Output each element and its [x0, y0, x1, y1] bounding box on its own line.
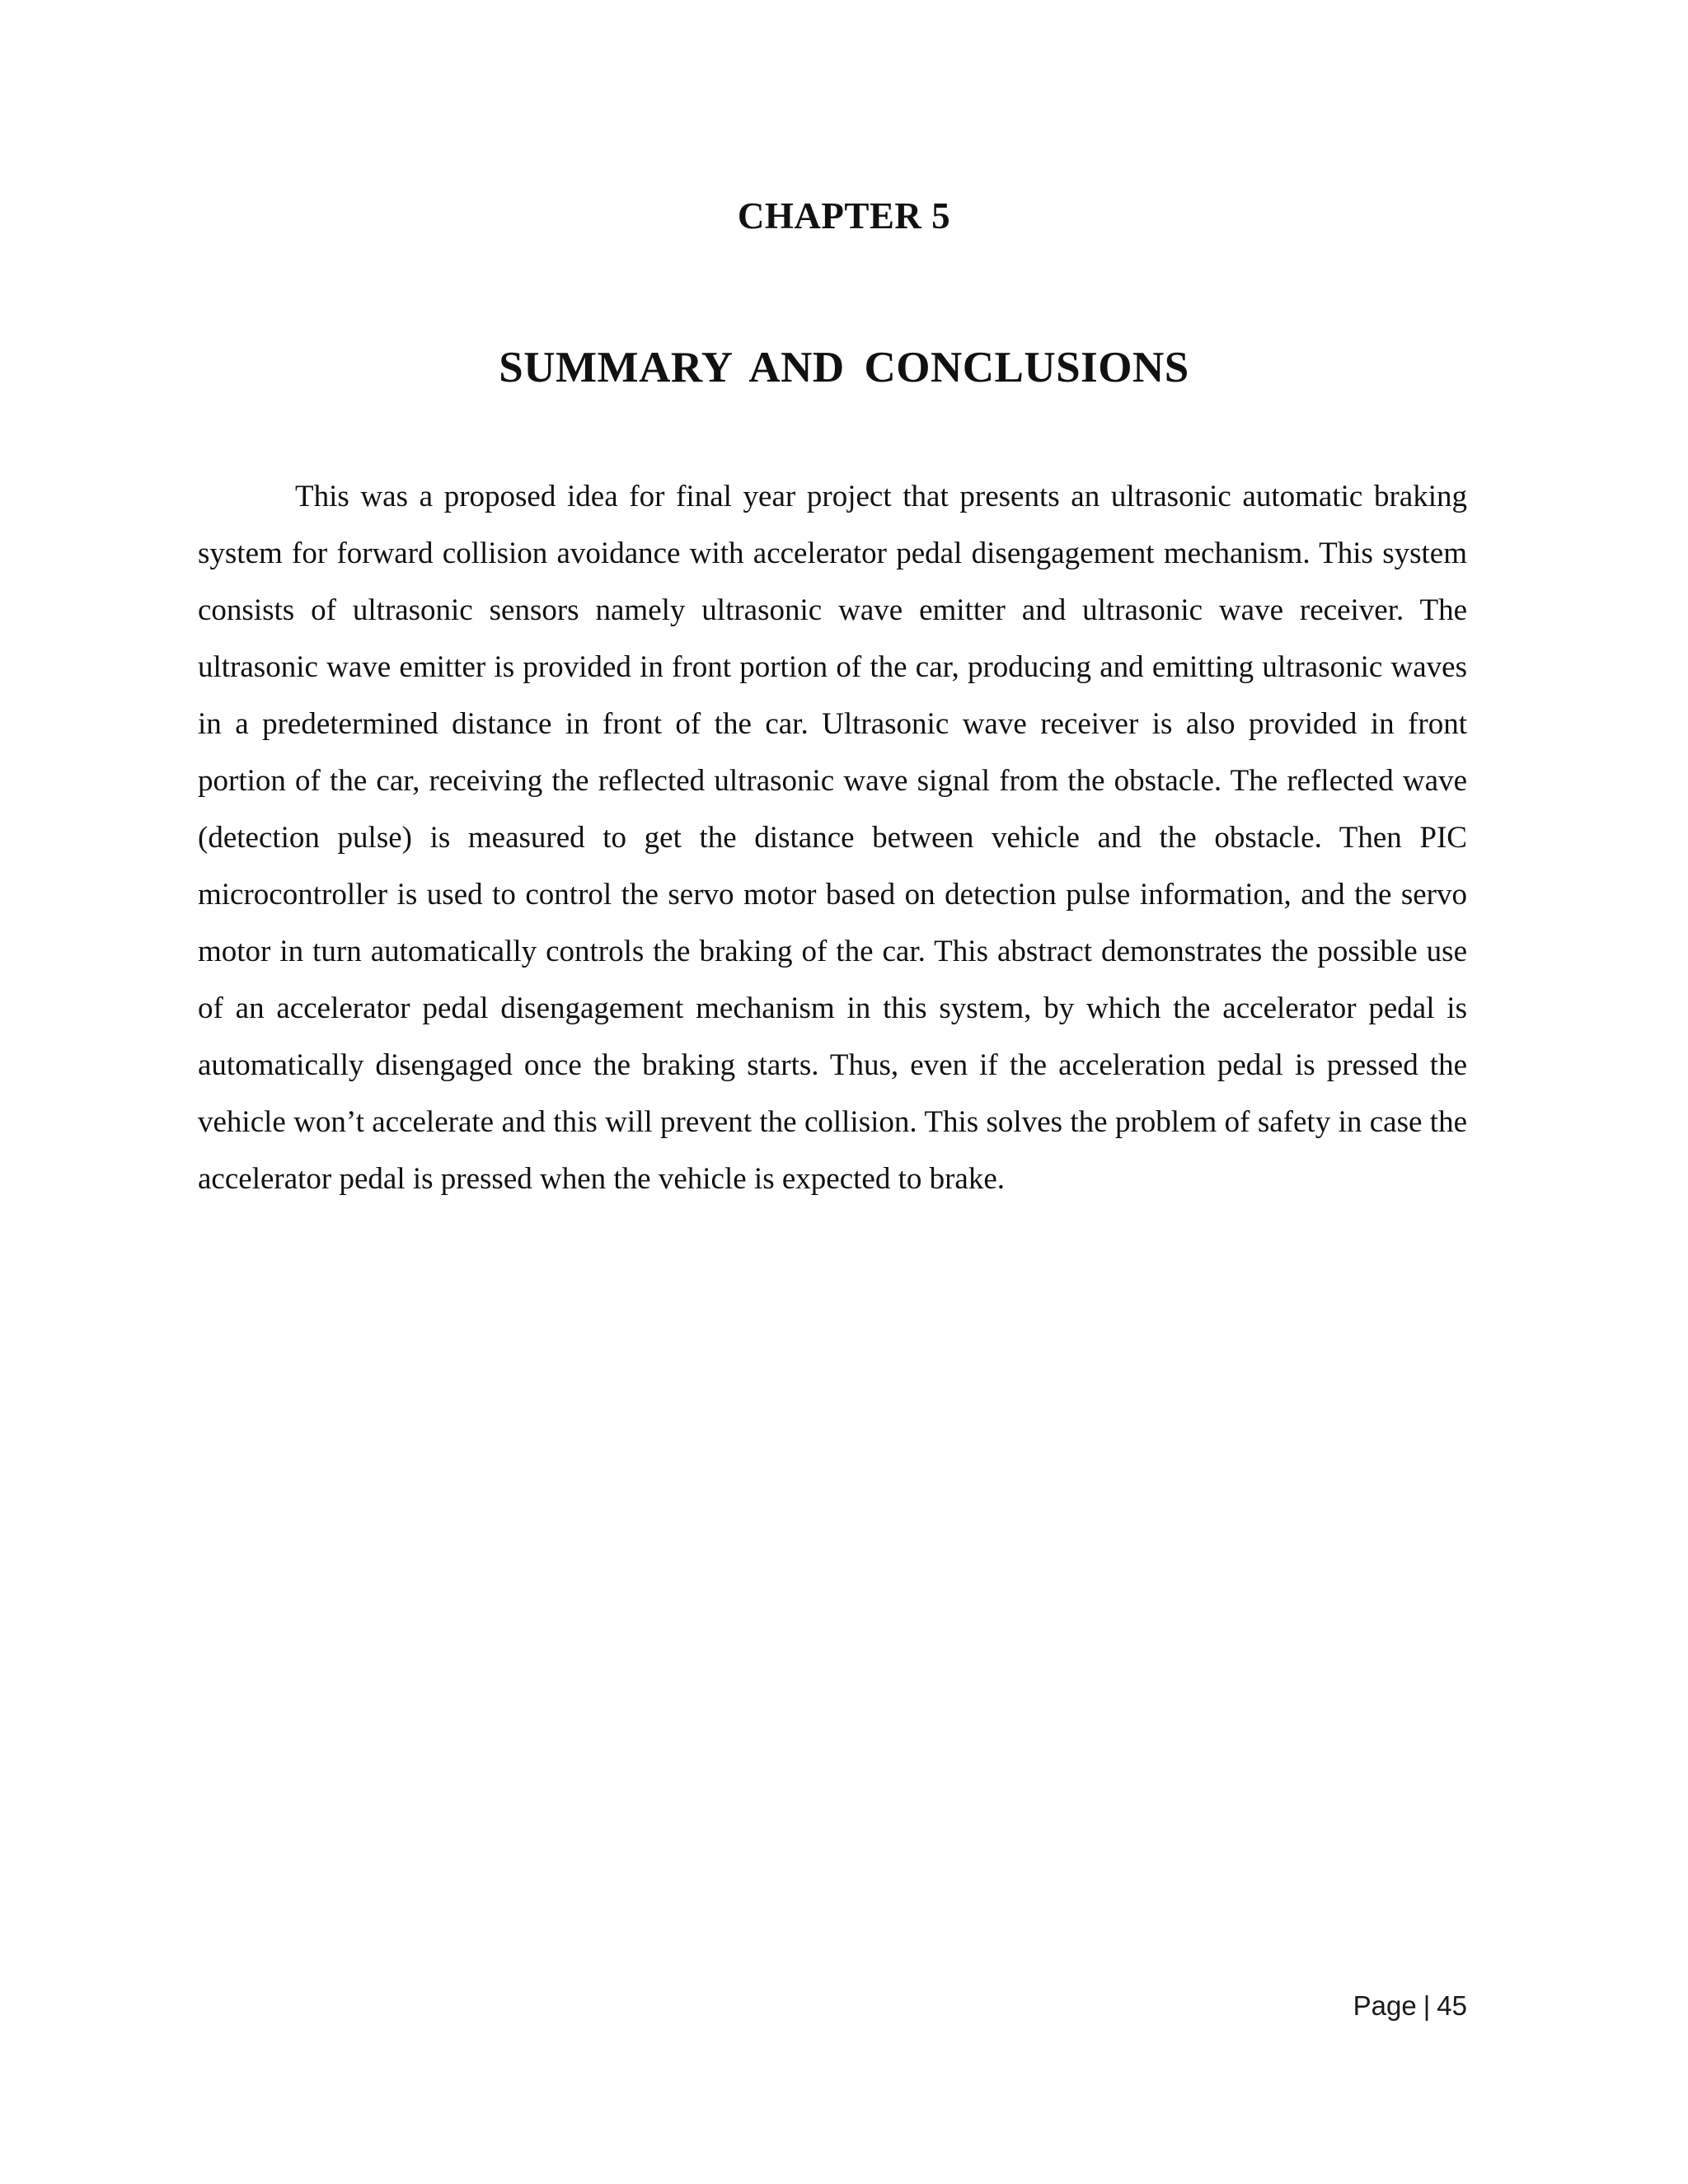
page-label: Page — [1353, 1990, 1417, 2021]
chapter-number-heading: CHAPTER 5 — [737, 195, 951, 237]
chapter-title-heading: SUMMARY AND CONCLUSIONS — [499, 344, 1189, 391]
page-separator: | — [1423, 1990, 1431, 2021]
page-number: 45 — [1437, 1990, 1467, 2021]
page-number-footer — [1236, 1988, 1467, 2024]
summary-paragraph: This was a proposed idea for final year project that presents an ultrasonic automatic braking system for forward collision avoidance with accelerator pedal disengagement mechanism. This system consists of ultrasonic sensors namely ultrasonic wave emitter and ultrasonic wave receiver. The ultrasonic wave emitter is provided in front portion of the car, producing and emitting ultrasonic waves in a predetermined distance in front of the car. Ultrasonic wave receiver is also provided in front portion of the car, receiving the reflected ultrasonic wave signal from the obstacle. The reflected wave (detection pulse) is measured to get the distance between vehicle and the obstacle. Then PIC microcontroller is used to control the servo motor based on detection pulse information, and the servo motor in turn automatically controls the braking of the car. This abstract demonstrates the possible use of an accelerator pedal disengagement mechanism in this system, by which the accelerator pedal is automatically disengaged once the braking starts. Thus, even if the acceleration pedal is pressed the vehicle won’t accelerate and this will prevent the collision. This solves the problem of safety in case the accelerator pedal is pressed when the vehicle is expected to brake. — [198, 480, 1467, 1196]
